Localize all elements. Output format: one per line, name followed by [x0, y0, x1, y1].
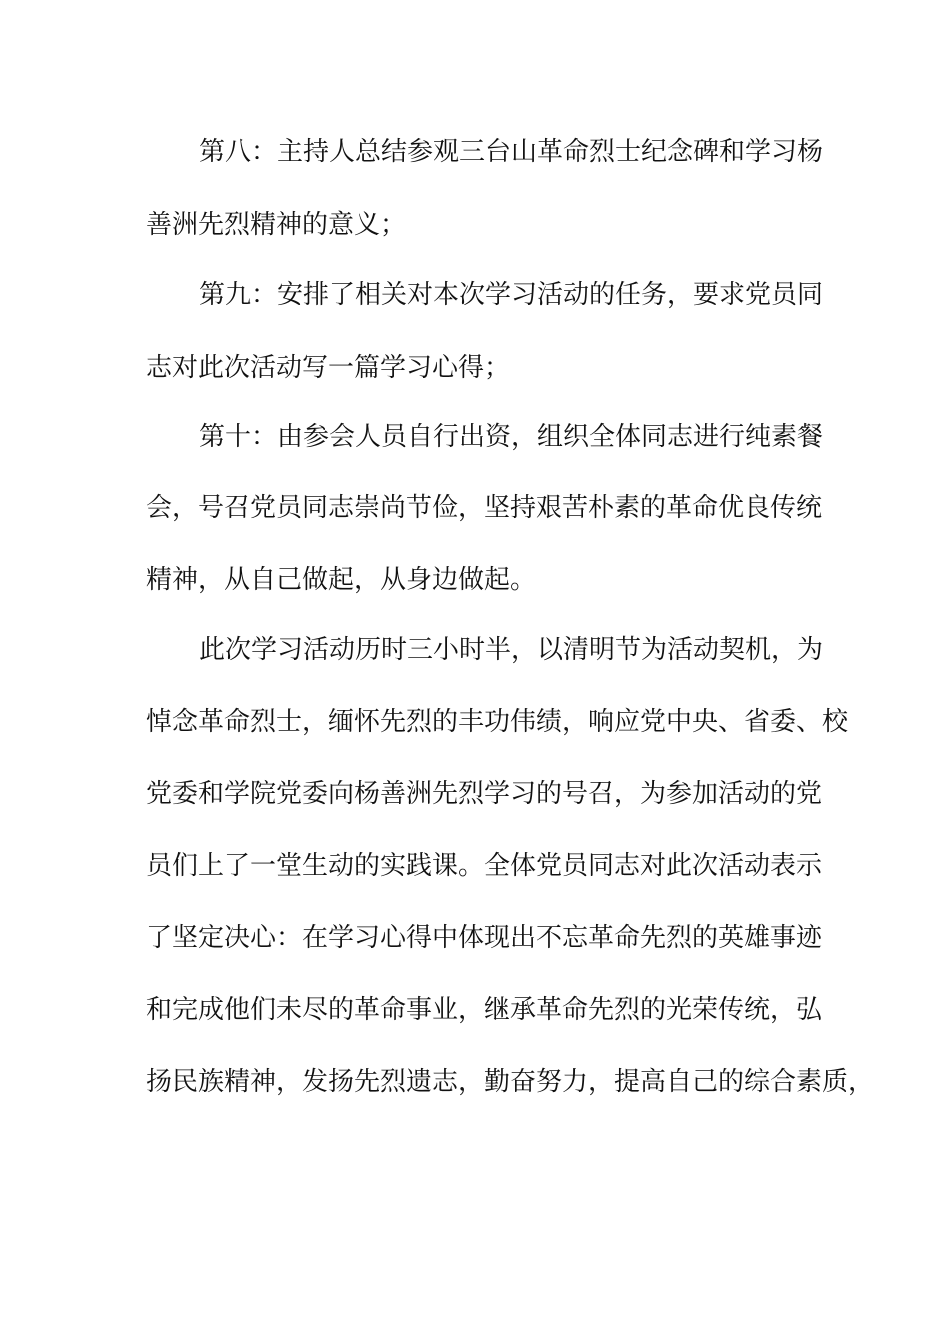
paragraph-9-line-1: 第九：安排了相关对本次学习活动的任务，要求党员同 [199, 280, 824, 310]
summary-paragraph-line-7: 扬民族精神，发扬先烈遗志，勤奋努力，提高自己的综合素质， [146, 1067, 875, 1097]
paragraph-9-line-2: 志对此次活动写一篇学习心得； [146, 353, 511, 383]
paragraph-10-line-2: 会，号召党员同志崇尚节俭，坚持艰苦朴素的革命优良传统 [146, 493, 823, 523]
summary-paragraph-line-4: 员们上了一堂生动的实践课。全体党员同志对此次活动表示 [146, 851, 823, 881]
summary-paragraph-line-5: 了坚定决心：在学习心得中体现出不忘革命先烈的英雄事迹 [146, 923, 823, 953]
paragraph-10-line-3: 精神，从自己做起，从身边做起。 [146, 565, 537, 595]
paragraph-8-line-2: 善洲先烈精神的意义； [146, 210, 407, 240]
summary-paragraph-line-2: 悼念革命烈士，缅怀先烈的丰功伟绩，响应党中央、省委、校 [146, 707, 849, 737]
summary-paragraph-line-6: 和完成他们未尽的革命事业，继承革命先烈的光荣传统，弘 [146, 995, 823, 1025]
summary-paragraph-line-3: 党委和学院党委向杨善洲先烈学习的号召，为参加活动的党 [146, 779, 823, 809]
summary-paragraph-line-1: 此次学习活动历时三小时半，以清明节为活动契机，为 [199, 635, 824, 665]
paragraph-10-line-1: 第十：由参会人员自行出资，组织全体同志进行纯素餐 [199, 422, 824, 452]
paragraph-8-line-1: 第八：主持人总结参观三台山革命烈士纪念碑和学习杨 [199, 137, 824, 167]
